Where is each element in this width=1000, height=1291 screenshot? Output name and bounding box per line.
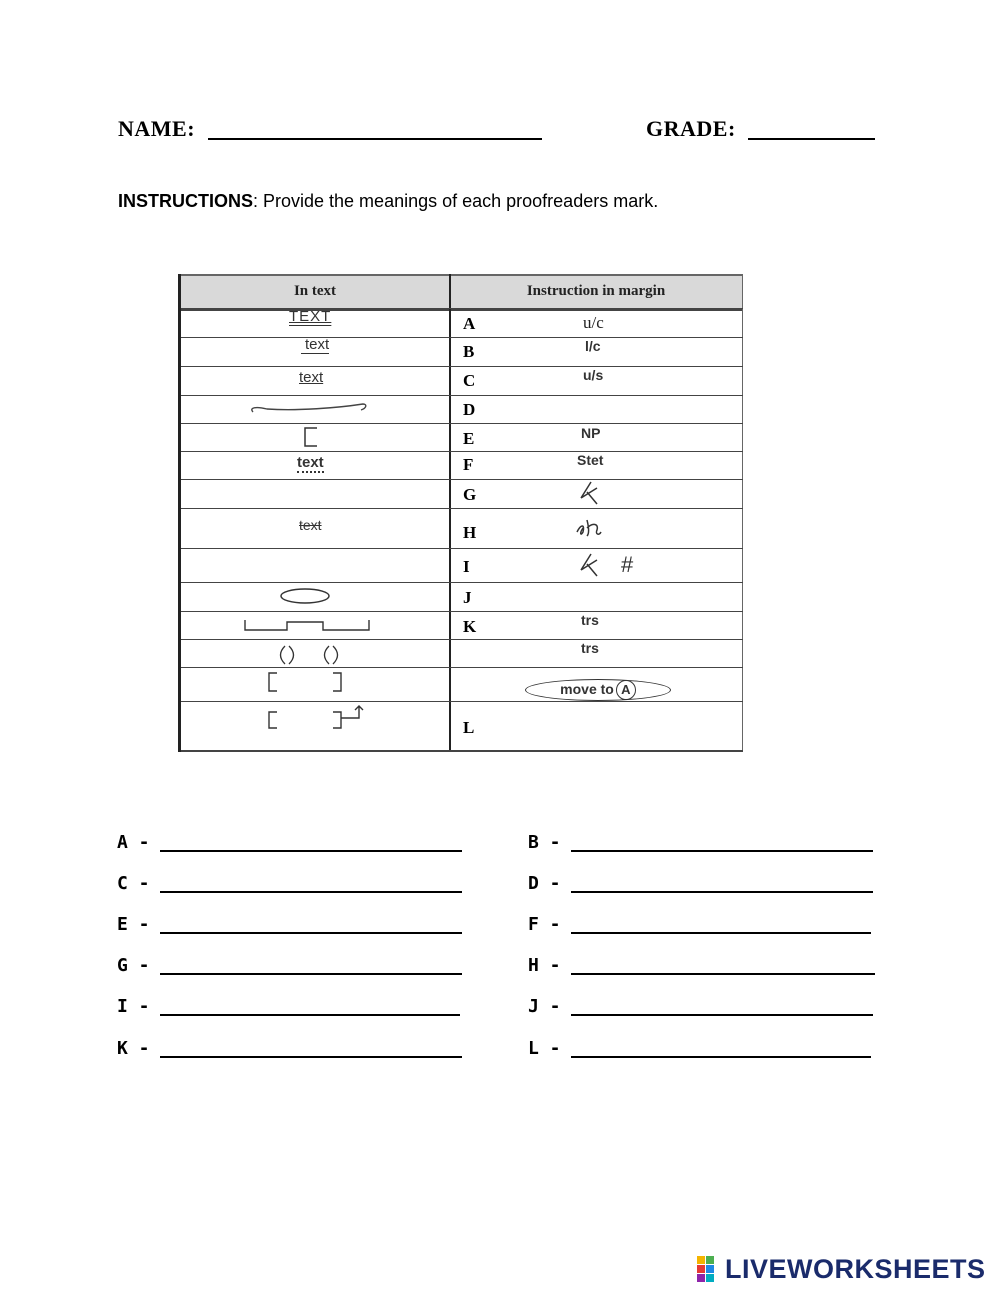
delete-mark-icon	[573, 516, 605, 538]
margin-np: NP	[581, 425, 601, 441]
margin-lc: l/c	[585, 338, 601, 354]
row-letter-a: A	[463, 314, 476, 333]
answer-c-input[interactable]	[160, 891, 462, 893]
margin-stet: Stet	[577, 452, 604, 468]
move-to-text: move to	[560, 681, 614, 697]
answer-k-label: K -	[117, 1038, 150, 1059]
answer-l-label: L -	[528, 1038, 561, 1059]
name-label: NAME:	[118, 116, 196, 141]
answer-j-label: J -	[528, 996, 561, 1017]
row-letter-l: L	[463, 718, 475, 737]
row-line	[181, 366, 743, 367]
proofreading-table	[178, 274, 743, 752]
column-divider	[449, 274, 451, 752]
close-up-swoosh-icon	[247, 396, 371, 420]
in-text-dotted: text	[297, 454, 324, 471]
answer-f-input[interactable]	[571, 932, 871, 934]
row-line	[181, 451, 743, 452]
row-letter-c: C	[463, 371, 476, 390]
in-text-underlined: text	[299, 369, 324, 386]
answer-e-input[interactable]	[160, 932, 462, 934]
answer-h-input[interactable]	[571, 973, 875, 975]
in-text-upper: TEXT	[289, 308, 332, 325]
row-line	[181, 479, 743, 480]
caret-space-icon	[577, 552, 603, 578]
in-text-lower: text	[301, 337, 329, 354]
answer-e-label: E -	[117, 914, 150, 935]
row-line	[181, 701, 743, 702]
row-line	[181, 750, 743, 752]
in-text-struck: text	[299, 517, 322, 533]
answer-g-label: G -	[117, 955, 150, 976]
liveworksheets-blocks-icon	[697, 1256, 723, 1282]
transpose-arrows-icon	[277, 642, 347, 668]
margin-space-hash: #	[621, 552, 634, 577]
row-letter-b: B	[463, 342, 475, 361]
answer-l-input[interactable]	[571, 1056, 871, 1058]
row-letter-h: H	[463, 523, 477, 542]
row-line	[181, 611, 743, 612]
answer-d-label: D -	[528, 873, 561, 894]
instructions-label: INSTRUCTIONS	[118, 191, 253, 211]
margin-trs-2: trs	[581, 640, 599, 656]
header-in-text: In text	[293, 283, 337, 299]
row-line	[181, 639, 743, 640]
instructions	[118, 191, 658, 212]
answer-i-label: I -	[117, 996, 150, 1017]
answer-j-input[interactable]	[571, 1014, 873, 1016]
row-letter-g: G	[463, 485, 477, 504]
answer-c-label: C -	[117, 873, 150, 894]
margin-us: u/s	[583, 367, 604, 383]
header-instruction-margin: Instruction in margin	[526, 283, 666, 299]
row-line	[181, 308, 743, 309]
row-line	[181, 423, 743, 424]
transpose-bracket-icon	[241, 614, 375, 636]
answer-b-label: B -	[528, 832, 561, 853]
row-letter-j: J	[463, 588, 472, 607]
row-line	[181, 548, 743, 549]
row-line	[181, 337, 743, 338]
row-line	[181, 582, 743, 583]
row-letter-d: D	[463, 400, 476, 419]
move-up-brackets-icon	[265, 704, 365, 730]
row-letter-k: K	[463, 617, 477, 636]
bracket-icon	[299, 426, 323, 448]
move-to-oval	[525, 679, 671, 701]
answer-k-input[interactable]	[160, 1056, 462, 1058]
answer-a-input[interactable]	[160, 850, 462, 852]
liveworksheets-logo	[697, 1254, 986, 1284]
row-line	[181, 667, 743, 668]
answer-f-label: F -	[528, 914, 561, 935]
row-letter-e: E	[463, 429, 475, 448]
ellipse-close-icon	[277, 586, 333, 606]
instructions-text: : Provide the meanings of each proofreaders mark.	[253, 191, 659, 211]
row-letter-f: F	[463, 455, 474, 474]
answer-g-input[interactable]	[160, 973, 462, 975]
answer-d-input[interactable]	[571, 891, 873, 893]
margin-trs-1: trs	[581, 612, 599, 628]
row-letter-i: I	[463, 557, 470, 576]
name-field[interactable]	[208, 116, 542, 140]
row-line	[181, 508, 743, 509]
answer-b-input[interactable]	[571, 850, 873, 852]
right-border	[742, 274, 743, 752]
grade-field[interactable]	[748, 116, 875, 140]
answer-h-label: H -	[528, 955, 561, 976]
liveworksheets-wordmark: LIVEWORKSHEETS	[725, 1253, 986, 1284]
caret-insert-icon	[577, 480, 603, 506]
answer-i-input[interactable]	[160, 1014, 460, 1016]
margin-uc: u/c	[583, 313, 604, 332]
grade-label: GRADE:	[646, 116, 736, 141]
answer-a-label: A -	[117, 832, 150, 853]
move-brackets-icon	[265, 671, 349, 693]
move-to-circle: A	[616, 680, 636, 700]
